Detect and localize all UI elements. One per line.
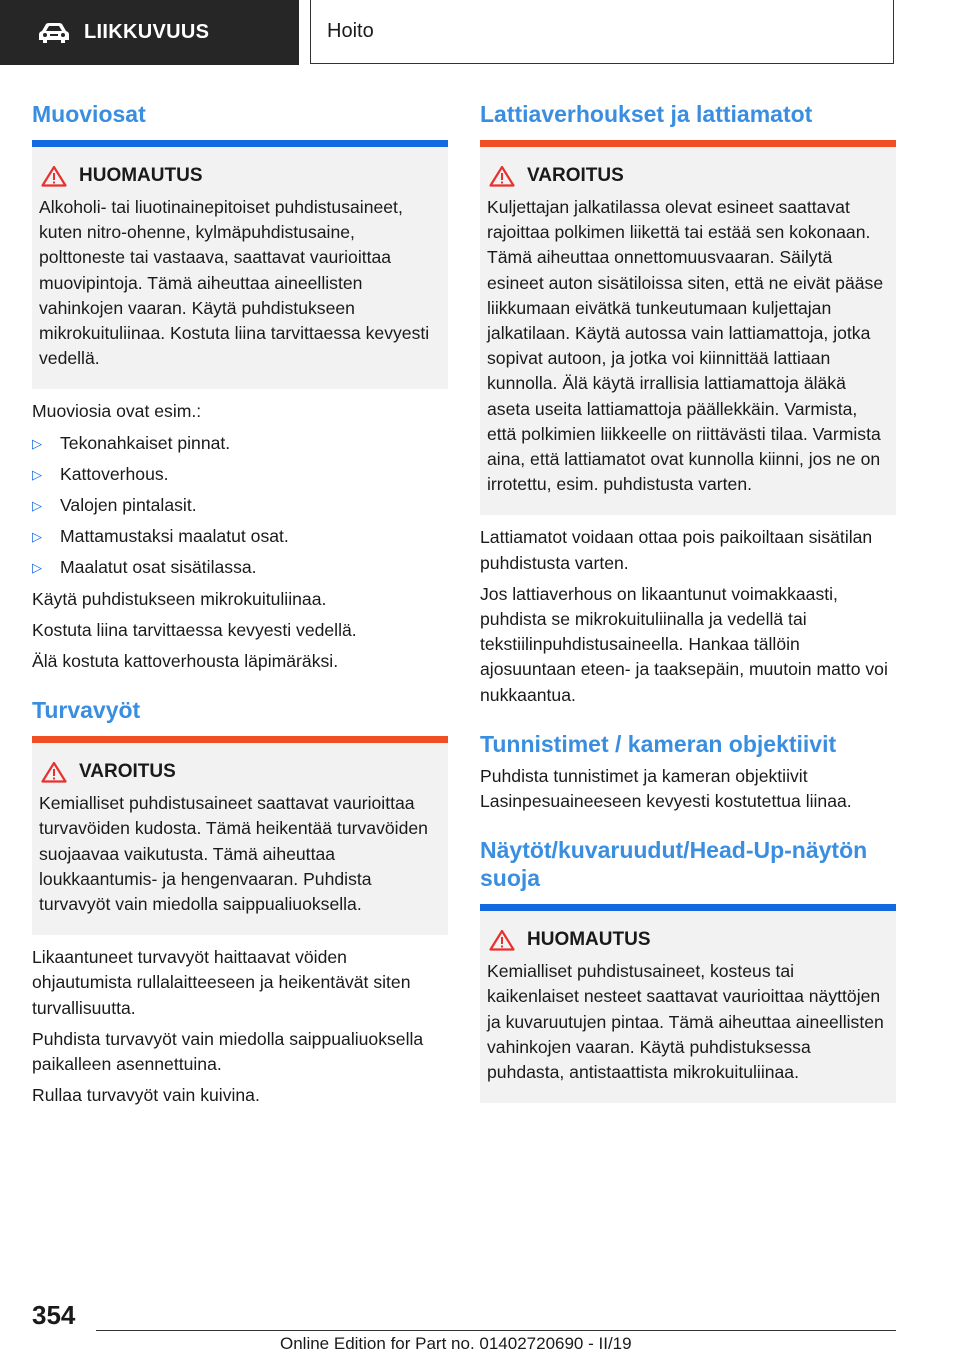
header-chapter-box [310,0,894,64]
paragraph: Älä kostuta kattoverhousta läpimäräksi. [32,651,339,672]
list-item: ▷ Tekonahkaiset pinnat. [32,431,448,456]
paragraph: Lattiamatot voidaan ottaa pois paikoiltaan sisätilan puhdistusta varten. [480,527,873,573]
triangle-right-icon: ▷ [32,529,42,545]
section-title-turvavyot: Turvavyöt [32,697,141,724]
warning-triangle-icon [41,761,67,783]
paragraph: Jos lattiaverhous on likaantunut voimakkaasti, puhdista se mikrokuituliinalla ja vedellä tai tekstiilinpuhdistusaineella. Hankaa tällöin ajosuuntaan eteen- ja taaksepäin, muutoin matto voi nukkaantua. [480,583,888,705]
right-column [480,100,896,1103]
warning-box-lattia [480,147,896,515]
list-item: ▷ Maalatut osat sisätilassa. [32,555,448,580]
paragraph: Puhdista tunnistimet ja kameran objektiivit Lasinpesuaineeseen kevyesti kostutettua liinaa. [480,765,852,812]
notice-label: HUOMAUTUS [527,929,651,951]
warning-rule [480,140,896,147]
section-title-tunnistimet: Tunnistimet / kameran objektiivit [480,730,837,757]
warning-rule [32,736,448,743]
warning-triangle-icon [489,165,515,187]
list-intro: Muoviosia ovat esim.: [32,401,202,422]
triangle-right-icon: ▷ [32,435,42,451]
paragraph: Rullaa turvavyöt vain kuivina. [32,1085,260,1106]
triangle-right-icon: ▷ [32,498,42,514]
plastic-parts-list [32,431,448,581]
warning-box-turvavyot [32,743,448,935]
notice-box-naytot [480,911,896,1103]
paragraph: Kostuta liina tarvittaessa kevyesti vedellä. [32,619,357,640]
notice-rule [32,140,448,147]
footer-edition: Online Edition for Part no. 01402720690 - II/19 [280,1334,632,1353]
warning-label: VAROITUS [79,761,176,783]
section-title-muoviosat: Muoviosat [32,101,146,127]
list-item: ▷ Kattoverhous. [32,462,448,487]
notice-label: HUOMAUTUS [79,165,203,186]
warning-triangle-icon [489,929,515,951]
notice-text: Alkoholi- tai liuotinainepitoiset puhdistusaineet, kuten nitro-ohenne, kylmäpuhdistusaine, polttoneste tai vastaava, saattavat vaurioittaa muovipintoja. Tämä aiheuttaa aineellisten vahinkojen vaaran. Käytä puhdistukseen mikrokuituliinaa. Kostuta liina tarvittaessa kevyesti vedellä. [39,197,430,369]
section-title-lattia: Lattiaverhoukset ja lattiamatot [480,101,813,127]
car-icon [38,22,70,44]
section-title-naytot: Näytöt/kuvaruudut/Head-Up-näytön suoja [480,837,868,892]
page-number: 354 [32,1300,76,1330]
triangle-right-icon: ▷ [32,466,42,482]
header-chapter-label: Hoito [327,20,374,42]
paragraph: Likaantuneet turvavyöt haittaavat vöiden ohjautumista rullalaitteeseen ja heikentävät siten turvallisuutta. [32,947,411,1018]
paragraph: Puhdista turvavyöt vain miedolla saippualiuoksella paikalleen asennettuina. [32,1028,424,1075]
warning-text: Kemialliset puhdistusaineet saattavat vaurioittaa turvavöiden kudosta. Tämä heikentää turvavöiden suojaavaa vaikutusta. Tämä aiheuttaa loukkaantumis- ja hengenvaaran. Puhdista turvavyöt vain miedolla saippualiuoksella. [39,793,428,915]
footer-divider [96,1330,896,1331]
notice-box-muoviosat [32,147,448,389]
triangle-right-icon: ▷ [32,560,42,576]
list-item: ▷ Mattamustaksi maalatut osat. [32,524,448,549]
paragraph: Käytä puhdistukseen mikrokuituliinaa. [32,588,327,609]
header-section-label: LIIKKUVUUS [84,21,210,43]
notice-text: Kemialliset puhdistusaineet, kosteus tai kaikenlaiset nesteet saattavat vaurioittaa näyttöjen ja kuvaruutujen pintaa. Tämä aiheuttaa aineellisten vahinkojen vaaran. Käytä puhdistuksessa puhdasta, antistaattista mikrokuituliinaa. [487,961,884,1083]
header-section-tab [0,0,299,65]
left-column [32,100,448,1108]
warning-text: Kuljettajan jalkatilassa olevat esineet saattavat rajoittaa polkimen liikettä tai estää sen kokonaan. Tämä aiheuttaa onnettomuusvaaran. Säilytä esineet auton sisätiloissa siten, että ne eivät pääse liikkumaan eivätkä tunkeutumaan kuljettajan jalkatilaan. Käytä autossa vain lattiamattoja, jotka sopivat autoon, ja jotka voi kiinnittää lattiaan kunnolla. Älä käytä irrallisia lattiamattoja äläkä aseta useita lattiamattoja päällekkäin. Varmista, että polkimien liikkeelle on riittävästi tilaa. Varmista aina, että lattiamatot ovat kunnolla kiinni, jos ne on irrotettu, esim. puhdistusta varten. [487,197,884,495]
warning-triangle-icon [41,165,67,187]
warning-label: VAROITUS [527,165,624,186]
list-item: ▷ Valojen pintalasit. [32,493,448,518]
notice-rule [480,904,896,911]
